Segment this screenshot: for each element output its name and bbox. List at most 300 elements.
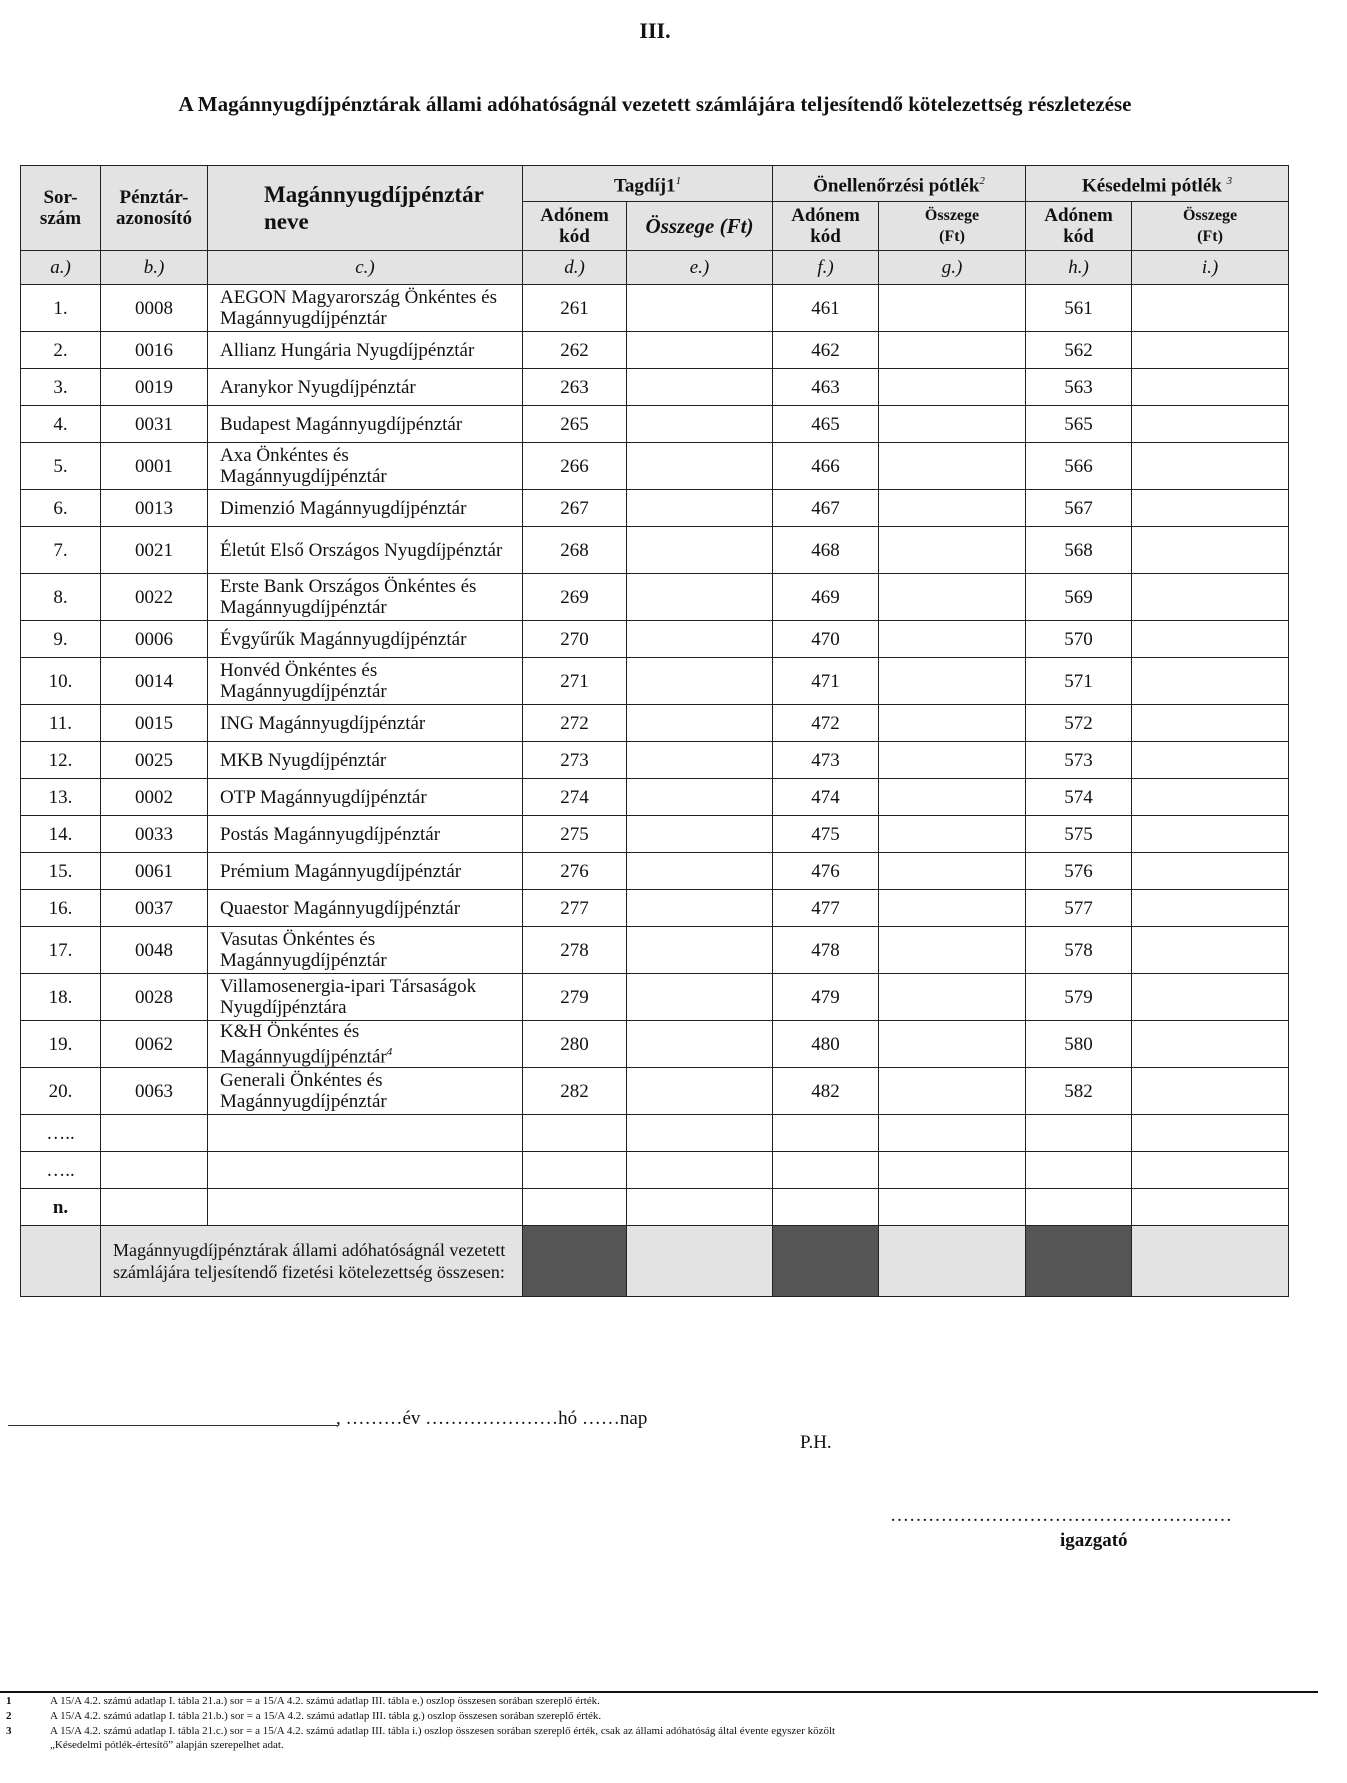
letter-h: h.) <box>1026 251 1132 285</box>
tagdij-amount-cell <box>627 890 773 927</box>
table-row <box>21 332 1289 369</box>
fund-name <box>208 705 523 742</box>
fund-id: 0006 <box>101 621 208 658</box>
fund-name-text: AEGON Magyarország Önkéntes és Magánnyugdíjpénztár <box>220 287 498 329</box>
empty-cell <box>773 1189 879 1226</box>
letter-a: a.) <box>21 251 101 285</box>
kesedelmi-amount-cell <box>1132 443 1289 490</box>
table-row <box>21 779 1289 816</box>
fund-name <box>208 1068 523 1115</box>
table-row <box>21 816 1289 853</box>
empty-row <box>21 1115 1289 1152</box>
tagdij-amount-cell <box>627 853 773 890</box>
total-amount-cell <box>1132 1226 1289 1297</box>
total-shaded-cell <box>773 1226 879 1297</box>
row-number: 2. <box>21 332 101 369</box>
fund-name-text: MKB Nyugdíjpénztár <box>220 749 387 771</box>
empty-cell <box>879 1152 1026 1189</box>
place-blank-line <box>8 1425 338 1426</box>
empty-cell <box>208 1152 523 1189</box>
tagdij-amount-cell <box>627 490 773 527</box>
fund-id: 0021 <box>101 527 208 574</box>
onellenorzesi-adonem-code: 471 <box>773 658 879 705</box>
row-number: n. <box>21 1189 101 1226</box>
fund-name <box>208 816 523 853</box>
empty-cell <box>627 1189 773 1226</box>
table-row <box>21 705 1289 742</box>
kesedelmi-adonem-code: 571 <box>1026 658 1132 705</box>
osszege-label: Összege <box>1182 207 1238 224</box>
fund-id: 0031 <box>101 406 208 443</box>
empty-cell <box>101 1115 208 1152</box>
fund-name <box>208 853 523 890</box>
kesedelmi-amount-cell <box>1132 927 1289 974</box>
row-number: 12. <box>21 742 101 779</box>
onellenorzesi-adonem-code: 465 <box>773 406 879 443</box>
onellenorzesi-amount-cell <box>879 816 1026 853</box>
tagdij-amount-cell <box>627 527 773 574</box>
row-number: 9. <box>21 621 101 658</box>
tagdij-adonem-code: 265 <box>523 406 627 443</box>
kesedelmi-adonem-code: 577 <box>1026 890 1132 927</box>
signature-dots: ……………………………………………… <box>890 1505 1232 1526</box>
tagdij-adonem-code: 277 <box>523 890 627 927</box>
row-number: 6. <box>21 490 101 527</box>
tagdij-adonem-code: 276 <box>523 853 627 890</box>
kesedelmi-adonem-code: 568 <box>1026 527 1132 574</box>
empty-cell <box>627 1152 773 1189</box>
row-number: 16. <box>21 890 101 927</box>
row-number: 5. <box>21 443 101 490</box>
table-row <box>21 406 1289 443</box>
footnote-number: 3 <box>6 1725 12 1737</box>
tagdij-amount-cell <box>627 779 773 816</box>
table-row <box>21 369 1289 406</box>
footnote-number: 1 <box>6 1695 12 1707</box>
onellenorzesi-adonem-code: 466 <box>773 443 879 490</box>
kesedelmi-amount-cell <box>1132 890 1289 927</box>
empty-cell <box>773 1152 879 1189</box>
letter-f: f.) <box>773 251 879 285</box>
table-row <box>21 574 1289 621</box>
kesedelmi-adonem-code: 562 <box>1026 332 1132 369</box>
onellenorzesi-adonem-code: 470 <box>773 621 879 658</box>
empty-cell <box>523 1189 627 1226</box>
fund-name <box>208 927 523 974</box>
table-row <box>21 527 1289 574</box>
row-number: 4. <box>21 406 101 443</box>
kesedelmi-adonem-code: 570 <box>1026 621 1132 658</box>
kesedelmi-amount-cell <box>1132 705 1289 742</box>
tagdij-amount-cell <box>627 658 773 705</box>
fund-id: 0015 <box>101 705 208 742</box>
kesedelmi-label: Késedelmi pótlék <box>1081 175 1222 197</box>
fund-id: 0022 <box>101 574 208 621</box>
col-head-penztar-azonosito: Pénztár-azonosító <box>101 166 208 251</box>
tagdij-label: Tagdíj1 <box>613 175 676 197</box>
tagdij-adonem-code: 269 <box>523 574 627 621</box>
onellenorzesi-amount-cell <box>879 490 1026 527</box>
empty-cell <box>879 1189 1026 1226</box>
empty-cell <box>1026 1189 1132 1226</box>
onellenorzesi-amount-cell <box>879 527 1026 574</box>
col-head-adonem-d: Adónem kód <box>523 202 627 251</box>
row-number: 3. <box>21 369 101 406</box>
fund-name <box>208 332 523 369</box>
fund-id: 0063 <box>101 1068 208 1115</box>
obligation-table <box>20 165 1289 1297</box>
empty-cell <box>101 1189 208 1226</box>
onellenorzesi-amount-cell <box>879 621 1026 658</box>
tagdij-amount-cell <box>627 574 773 621</box>
table-row <box>21 1021 1289 1068</box>
footnote-ref-2: 2 <box>979 174 985 187</box>
group-head-kesedelmi <box>1026 166 1289 202</box>
onellenorzesi-amount-cell <box>879 369 1026 406</box>
onellenorzesi-adonem-code: 467 <box>773 490 879 527</box>
fund-name-text: OTP Magánnyugdíjpénztár <box>220 786 427 808</box>
kesedelmi-amount-cell <box>1132 574 1289 621</box>
tagdij-amount-cell <box>627 332 773 369</box>
empty-row <box>21 1189 1289 1226</box>
fund-name <box>208 779 523 816</box>
tagdij-amount-cell <box>627 816 773 853</box>
kesedelmi-adonem-code: 563 <box>1026 369 1132 406</box>
page-title: A Magánnyugdíjpénztárak állami adóhatóságnál vezetett számlájára teljesítendő kötelezettség részletezése <box>178 92 1132 116</box>
empty-cell <box>627 1115 773 1152</box>
onellenorzesi-amount-cell <box>879 332 1026 369</box>
col-head-adonem-f: Adónem kód <box>773 202 879 251</box>
fund-name-text: Honvéd Önkéntes és Magánnyugdíjpénztár <box>220 660 387 702</box>
empty-cell <box>1132 1115 1289 1152</box>
table-row <box>21 742 1289 779</box>
table-row <box>21 853 1289 890</box>
onellenorzesi-amount-cell <box>879 658 1026 705</box>
kesedelmi-amount-cell <box>1132 816 1289 853</box>
group-head-onellenorzesi <box>773 166 1026 202</box>
row-number: 13. <box>21 779 101 816</box>
tagdij-amount-cell <box>627 369 773 406</box>
fund-id: 0061 <box>101 853 208 890</box>
fund-name-text: Erste Bank Országos Önkéntes és Magánnyugdíjpénztár <box>220 576 477 618</box>
footnote-ref-1: 1 <box>675 174 682 187</box>
kesedelmi-amount-cell <box>1132 1021 1289 1068</box>
fund-name-text: K&H Önkéntes és Magánnyugdíjpénztár <box>220 1021 387 1068</box>
onellenorzesi-label: Önellenőrzési pótlék <box>813 175 980 197</box>
tagdij-adonem-code: 261 <box>523 285 627 332</box>
row-number: 1. <box>21 285 101 332</box>
onellenorzesi-amount-cell <box>879 574 1026 621</box>
onellenorzesi-adonem-code: 474 <box>773 779 879 816</box>
fund-id: 0019 <box>101 369 208 406</box>
fund-name <box>208 369 523 406</box>
fund-id: 0025 <box>101 742 208 779</box>
empty-cell <box>523 1115 627 1152</box>
row-number: 11. <box>21 705 101 742</box>
kesedelmi-adonem-code: 566 <box>1026 443 1132 490</box>
tagdij-adonem-code: 282 <box>523 1068 627 1115</box>
fund-id: 0028 <box>101 974 208 1021</box>
table-row <box>21 443 1289 490</box>
fund-name-text: Dimenzió Magánnyugdíjpénztár <box>220 497 467 519</box>
director-label: igazgató <box>1060 1530 1128 1551</box>
fund-id: 0048 <box>101 927 208 974</box>
empty-cell <box>773 1115 879 1152</box>
footnote-text: A 15/A 4.2. számú adatlap I. tábla 21.a.) sor = a 15/A 4.2. számú adatlap III. tábla e.) oszlop összesen sorában szereplő érték. <box>50 1695 600 1707</box>
row-number: 20. <box>21 1068 101 1115</box>
tagdij-adonem-code: 271 <box>523 658 627 705</box>
total-shaded-cell <box>523 1226 627 1297</box>
fund-name-text: Villamosenergia-ipari Társaságok Nyugdíjpénztára <box>220 976 477 1018</box>
kesedelmi-amount-cell <box>1132 369 1289 406</box>
col-head-sorszam: Sor-szám <box>21 166 101 251</box>
fund-name-text: Évgyűrűk Magánnyugdíjpénztár <box>220 628 467 650</box>
table-row <box>21 890 1289 927</box>
onellenorzesi-amount-cell <box>879 890 1026 927</box>
tagdij-adonem-code: 263 <box>523 369 627 406</box>
onellenorzesi-amount-cell <box>879 1021 1026 1068</box>
kesedelmi-amount-cell <box>1132 490 1289 527</box>
footnote-number: 2 <box>6 1710 12 1722</box>
tagdij-adonem-code: 268 <box>523 527 627 574</box>
footnote-text: A 15/A 4.2. számú adatlap I. tábla 21.c.) sor = a 15/A 4.2. számú adatlap III. tábla i.) oszlop összesen sorában szereplő érték, csak az állami adóhatóság által évente egyszer közölt „Késedelmi pótlék-értesítő” alapján szerepelhet adat. <box>50 1725 836 1751</box>
onellenorzesi-adonem-code: 482 <box>773 1068 879 1115</box>
empty-row <box>21 1152 1289 1189</box>
onellenorzesi-amount-cell <box>879 285 1026 332</box>
fund-name-text: Quaestor Magánnyugdíjpénztár <box>220 897 461 919</box>
row-number: 15. <box>21 853 101 890</box>
total-shaded-cell <box>1026 1226 1132 1297</box>
fund-id: 0062 <box>101 1021 208 1068</box>
tagdij-adonem-code: 278 <box>523 927 627 974</box>
fund-name-text: ING Magánnyugdíjpénztár <box>220 712 426 734</box>
empty-cell <box>208 1115 523 1152</box>
fund-name <box>208 285 523 332</box>
ft-label: (Ft) <box>1197 228 1223 245</box>
onellenorzesi-adonem-code: 475 <box>773 816 879 853</box>
tagdij-amount-cell <box>627 927 773 974</box>
letter-e: e.) <box>627 251 773 285</box>
row-number: ….. <box>21 1152 101 1189</box>
footnote-ref-3: 3 <box>1226 174 1233 187</box>
tagdij-amount-cell <box>627 406 773 443</box>
kesedelmi-amount-cell <box>1132 621 1289 658</box>
tagdij-amount-cell <box>627 705 773 742</box>
tagdij-adonem-code: 274 <box>523 779 627 816</box>
table-row <box>21 285 1289 332</box>
table-row <box>21 658 1289 705</box>
fund-id: 0008 <box>101 285 208 332</box>
fund-name <box>208 1021 523 1068</box>
tagdij-adonem-code: 280 <box>523 1021 627 1068</box>
tagdij-adonem-code: 267 <box>523 490 627 527</box>
tagdij-adonem-code: 273 <box>523 742 627 779</box>
empty-cell <box>1026 1115 1132 1152</box>
onellenorzesi-adonem-code: 476 <box>773 853 879 890</box>
total-blank <box>21 1226 101 1297</box>
tagdij-adonem-code: 262 <box>523 332 627 369</box>
letter-c: c.) <box>208 251 523 285</box>
row-number: 19. <box>21 1021 101 1068</box>
ft-label: (Ft) <box>939 228 965 245</box>
empty-cell <box>523 1152 627 1189</box>
onellenorzesi-adonem-code: 480 <box>773 1021 879 1068</box>
kesedelmi-adonem-code: 572 <box>1026 705 1132 742</box>
empty-cell <box>879 1115 1026 1152</box>
kesedelmi-amount-cell <box>1132 285 1289 332</box>
row-number: 8. <box>21 574 101 621</box>
onellenorzesi-adonem-code: 468 <box>773 527 879 574</box>
kesedelmi-amount-cell <box>1132 974 1289 1021</box>
table-row <box>21 927 1289 974</box>
col-head-osszege-g <box>879 202 1026 251</box>
kesedelmi-adonem-code: 573 <box>1026 742 1132 779</box>
onellenorzesi-amount-cell <box>879 705 1026 742</box>
fund-id: 0001 <box>101 443 208 490</box>
total-row <box>21 1226 1289 1297</box>
kesedelmi-amount-cell <box>1132 853 1289 890</box>
onellenorzesi-amount-cell <box>879 974 1026 1021</box>
fund-name <box>208 574 523 621</box>
tagdij-amount-cell <box>627 974 773 1021</box>
column-letter-row <box>21 251 1289 285</box>
kesedelmi-amount-cell <box>1132 1068 1289 1115</box>
fund-name <box>208 974 523 1021</box>
onellenorzesi-adonem-code: 463 <box>773 369 879 406</box>
group-head-tagdij <box>523 166 773 202</box>
fund-name <box>208 490 523 527</box>
letter-g: g.) <box>879 251 1026 285</box>
section-number: III. <box>639 18 671 43</box>
footnote-text: A 15/A 4.2. számú adatlap I. tábla 21.b.) sor = a 15/A 4.2. számú adatlap III. tábla g.) oszlop összesen sorában szereplő érték. <box>50 1710 602 1722</box>
onellenorzesi-adonem-code: 472 <box>773 705 879 742</box>
fund-id: 0014 <box>101 658 208 705</box>
fund-name-text: Budapest Magánnyugdíjpénztár <box>220 413 463 435</box>
kesedelmi-amount-cell <box>1132 406 1289 443</box>
kesedelmi-adonem-code: 580 <box>1026 1021 1132 1068</box>
fund-id: 0016 <box>101 332 208 369</box>
fund-name-text: Allianz Hungária Nyugdíjpénztár <box>220 339 475 361</box>
fund-id: 0033 <box>101 816 208 853</box>
kesedelmi-adonem-code: 578 <box>1026 927 1132 974</box>
fund-name-text: Axa Önkéntes és Magánnyugdíjpénztár <box>220 445 387 487</box>
kesedelmi-adonem-code: 575 <box>1026 816 1132 853</box>
kesedelmi-adonem-code: 565 <box>1026 406 1132 443</box>
tagdij-adonem-code: 266 <box>523 443 627 490</box>
onellenorzesi-amount-cell <box>879 406 1026 443</box>
fund-name <box>208 742 523 779</box>
row-number: 10. <box>21 658 101 705</box>
fund-name-text: Prémium Magánnyugdíjpénztár <box>220 860 462 882</box>
tagdij-amount-cell <box>627 1021 773 1068</box>
empty-cell <box>101 1152 208 1189</box>
empty-cell <box>1026 1152 1132 1189</box>
onellenorzesi-adonem-code: 478 <box>773 927 879 974</box>
fund-name <box>208 658 523 705</box>
kesedelmi-adonem-code: 567 <box>1026 490 1132 527</box>
onellenorzesi-amount-cell <box>879 779 1026 816</box>
kesedelmi-amount-cell <box>1132 742 1289 779</box>
col-head-adonem-h: Adónem kód <box>1026 202 1132 251</box>
onellenorzesi-amount-cell <box>879 927 1026 974</box>
fund-name <box>208 443 523 490</box>
empty-cell <box>1132 1189 1289 1226</box>
onellenorzesi-amount-cell <box>879 443 1026 490</box>
onellenorzesi-adonem-code: 479 <box>773 974 879 1021</box>
kesedelmi-adonem-code: 582 <box>1026 1068 1132 1115</box>
tagdij-amount-cell <box>627 621 773 658</box>
col-head-osszege-e: Összege (Ft) <box>627 202 773 251</box>
fund-name <box>208 527 523 574</box>
fund-name-text: Életút Első Országos Nyugdíjpénztár <box>220 539 503 561</box>
kesedelmi-adonem-code: 576 <box>1026 853 1132 890</box>
tagdij-amount-cell <box>627 443 773 490</box>
tagdij-adonem-code: 272 <box>523 705 627 742</box>
date-line: , ………év …………………hó ……nap <box>336 1408 648 1429</box>
footnote-ref-4: 4 <box>386 1046 393 1058</box>
table-row <box>21 1068 1289 1115</box>
row-number: 17. <box>21 927 101 974</box>
fund-name-text: Aranykor Nyugdíjpénztár <box>220 376 416 398</box>
fund-name-text: Postás Magánnyugdíjpénztár <box>220 823 441 845</box>
total-amount-cell <box>879 1226 1026 1297</box>
table-row <box>21 974 1289 1021</box>
tagdij-amount-cell <box>627 1068 773 1115</box>
kesedelmi-amount-cell <box>1132 658 1289 705</box>
row-number: 18. <box>21 974 101 1021</box>
col-head-osszege-i <box>1132 202 1289 251</box>
total-amount-cell <box>627 1226 773 1297</box>
kesedelmi-amount-cell <box>1132 779 1289 816</box>
kesedelmi-adonem-code: 569 <box>1026 574 1132 621</box>
tagdij-adonem-code: 270 <box>523 621 627 658</box>
row-number: 7. <box>21 527 101 574</box>
fund-name-text: Generali Önkéntes és Magánnyugdíjpénztár <box>220 1070 387 1113</box>
empty-cell <box>1132 1152 1289 1189</box>
kesedelmi-amount-cell <box>1132 332 1289 369</box>
fund-name <box>208 621 523 658</box>
kesedelmi-adonem-code: 574 <box>1026 779 1132 816</box>
onellenorzesi-adonem-code: 469 <box>773 574 879 621</box>
empty-cell <box>208 1189 523 1226</box>
fund-id: 0013 <box>101 490 208 527</box>
letter-b: b.) <box>101 251 208 285</box>
fund-name <box>208 406 523 443</box>
letter-d: d.) <box>523 251 627 285</box>
fund-id: 0002 <box>101 779 208 816</box>
kesedelmi-amount-cell <box>1132 527 1289 574</box>
col-head-name: Magánnyugdíjpénztár neve <box>208 166 523 251</box>
row-number: ….. <box>21 1115 101 1152</box>
footnote-divider <box>0 1691 1318 1693</box>
tagdij-adonem-code: 275 <box>523 816 627 853</box>
tagdij-adonem-code: 279 <box>523 974 627 1021</box>
table-row <box>21 490 1289 527</box>
onellenorzesi-adonem-code: 462 <box>773 332 879 369</box>
onellenorzesi-adonem-code: 473 <box>773 742 879 779</box>
kesedelmi-adonem-code: 579 <box>1026 974 1132 1021</box>
tagdij-amount-cell <box>627 285 773 332</box>
onellenorzesi-amount-cell <box>879 853 1026 890</box>
table-row <box>21 621 1289 658</box>
onellenorzesi-amount-cell <box>879 742 1026 779</box>
row-number: 14. <box>21 816 101 853</box>
osszege-label: Összege <box>924 207 980 224</box>
total-label: Magánnyugdíjpénztárak állami adóhatóságnál vezetett számlájára teljesítendő fizetési kötelezettség összesen: <box>101 1226 523 1297</box>
tagdij-amount-cell <box>627 742 773 779</box>
onellenorzesi-adonem-code: 461 <box>773 285 879 332</box>
stamp-placeholder: P.H. <box>800 1432 832 1453</box>
